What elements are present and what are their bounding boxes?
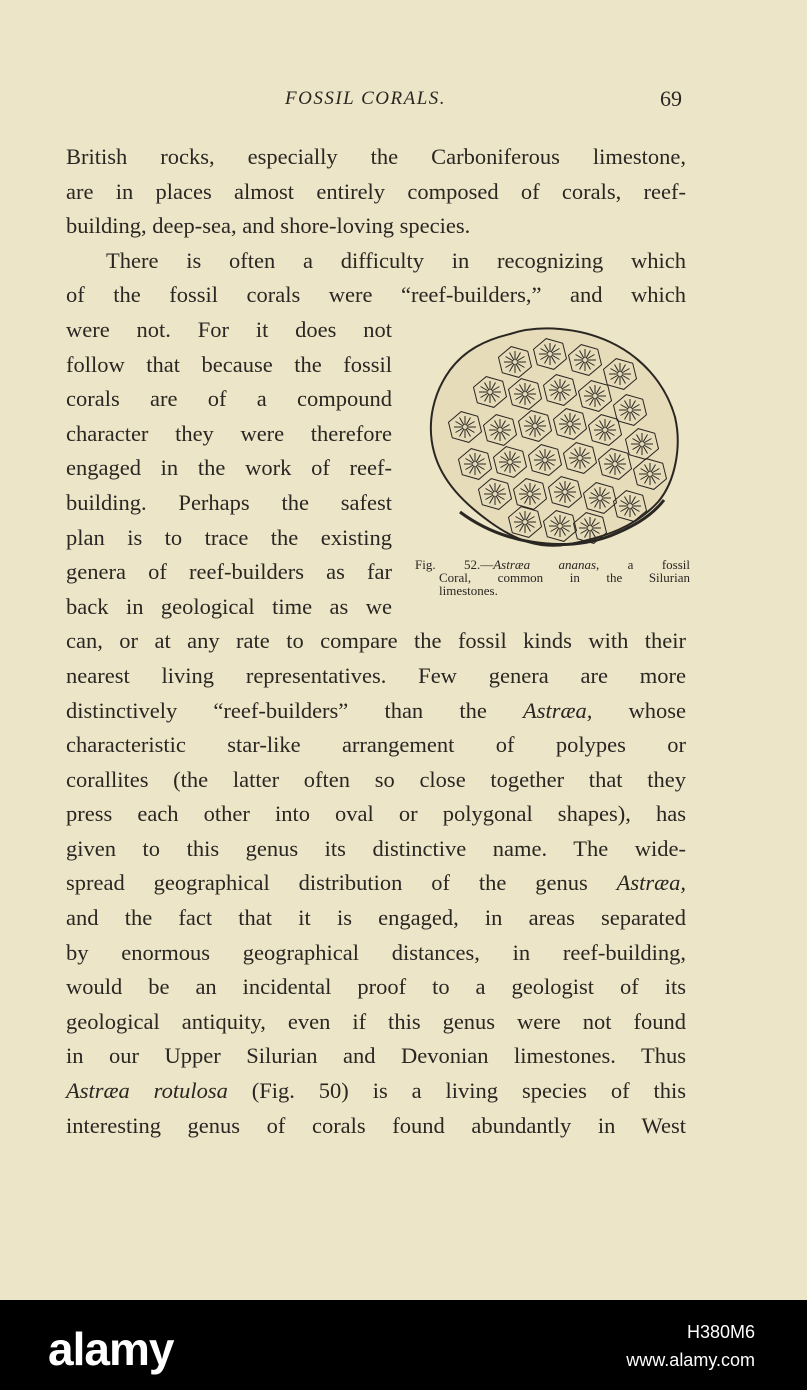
caption-line: Coral, common in the Silurian — [439, 570, 690, 585]
text-line: building, deep-sea, and shore-loving species. — [66, 213, 471, 239]
coral-illustration — [420, 322, 682, 552]
text-line: spread geographical distribution of the genus Astræa, — [66, 870, 686, 896]
text-line: corallites (the latter often so close together that they — [66, 766, 686, 792]
text-line: corals are of a compound — [66, 386, 392, 412]
text-line: Astræa rotulosa (Fig. 50) is a living species of this — [66, 1078, 686, 1104]
text-line: were not. For it does not — [66, 316, 392, 342]
text-line: back in geological time as we — [66, 593, 392, 619]
text-line: and the fact that it is engaged, in areas separated — [66, 905, 686, 931]
text-line: interesting genus of corals found abundantly in West — [66, 1112, 686, 1138]
text-line: follow that because the fossil — [66, 351, 392, 377]
text-line: character they were therefore — [66, 420, 392, 446]
text-line: can, or at any rate to compare the fossil kinds with their — [66, 628, 686, 654]
text-line: genera of reef-builders as far — [66, 559, 392, 585]
running-title: FOSSIL CORALS. — [285, 88, 447, 109]
text-line: building. Perhaps the safest — [66, 489, 392, 515]
image-id: H380M6 — [686, 1322, 755, 1342]
genus-name: Astræa, — [522, 697, 593, 723]
text-line: distinctively “reef-builders” than the Astræa, whose — [66, 697, 686, 723]
text-line: British rocks, especially the Carboniferous limestone, — [66, 144, 686, 169]
text-line: in our Upper Silurian and Devonian limestones. Thus — [66, 1043, 686, 1069]
brand-logo: alamy — [48, 1323, 174, 1375]
text-line: nearest living representatives. Few genera are more — [66, 662, 686, 688]
text-line: given to this genus its distinctive name. The wide- — [66, 835, 686, 861]
text-line: by enormous geographical distances, in reef-building, — [66, 939, 686, 965]
text-line: of the fossil corals were “reef-builders,” and which — [66, 282, 686, 308]
figure-52 — [415, 322, 690, 612]
text-line: geological antiquity, even if this genus were not found — [66, 1008, 686, 1034]
body-text — [66, 140, 686, 1143]
text-line: There is often a difficulty in recognizing which — [106, 247, 686, 273]
text-line: press each other into oval or polygonal shapes), has — [66, 801, 686, 827]
genus-name: Astræa, — [616, 870, 686, 896]
caption-line: Fig. 52.—Astræa ananas, a fossil — [415, 557, 690, 572]
caption-line: limestones. — [439, 583, 498, 598]
text-line: are in places almost entirely composed of corals, reef- — [66, 178, 686, 204]
text-line: plan is to trace the existing — [66, 524, 392, 550]
text-line: would be an incidental proof to a geologist of its — [66, 974, 686, 1000]
species-name: Astræa rotulosa — [66, 1078, 228, 1104]
text-line: engaged in the work of reef- — [66, 455, 392, 481]
text-line: characteristic star-like arrangement of polypes or — [66, 732, 686, 758]
watermark-footer — [0, 1300, 807, 1390]
figure-caption — [415, 558, 690, 597]
running-header — [0, 88, 807, 118]
site-url: www.alamy.com — [626, 1350, 755, 1370]
page-number: 69 — [660, 86, 682, 111]
